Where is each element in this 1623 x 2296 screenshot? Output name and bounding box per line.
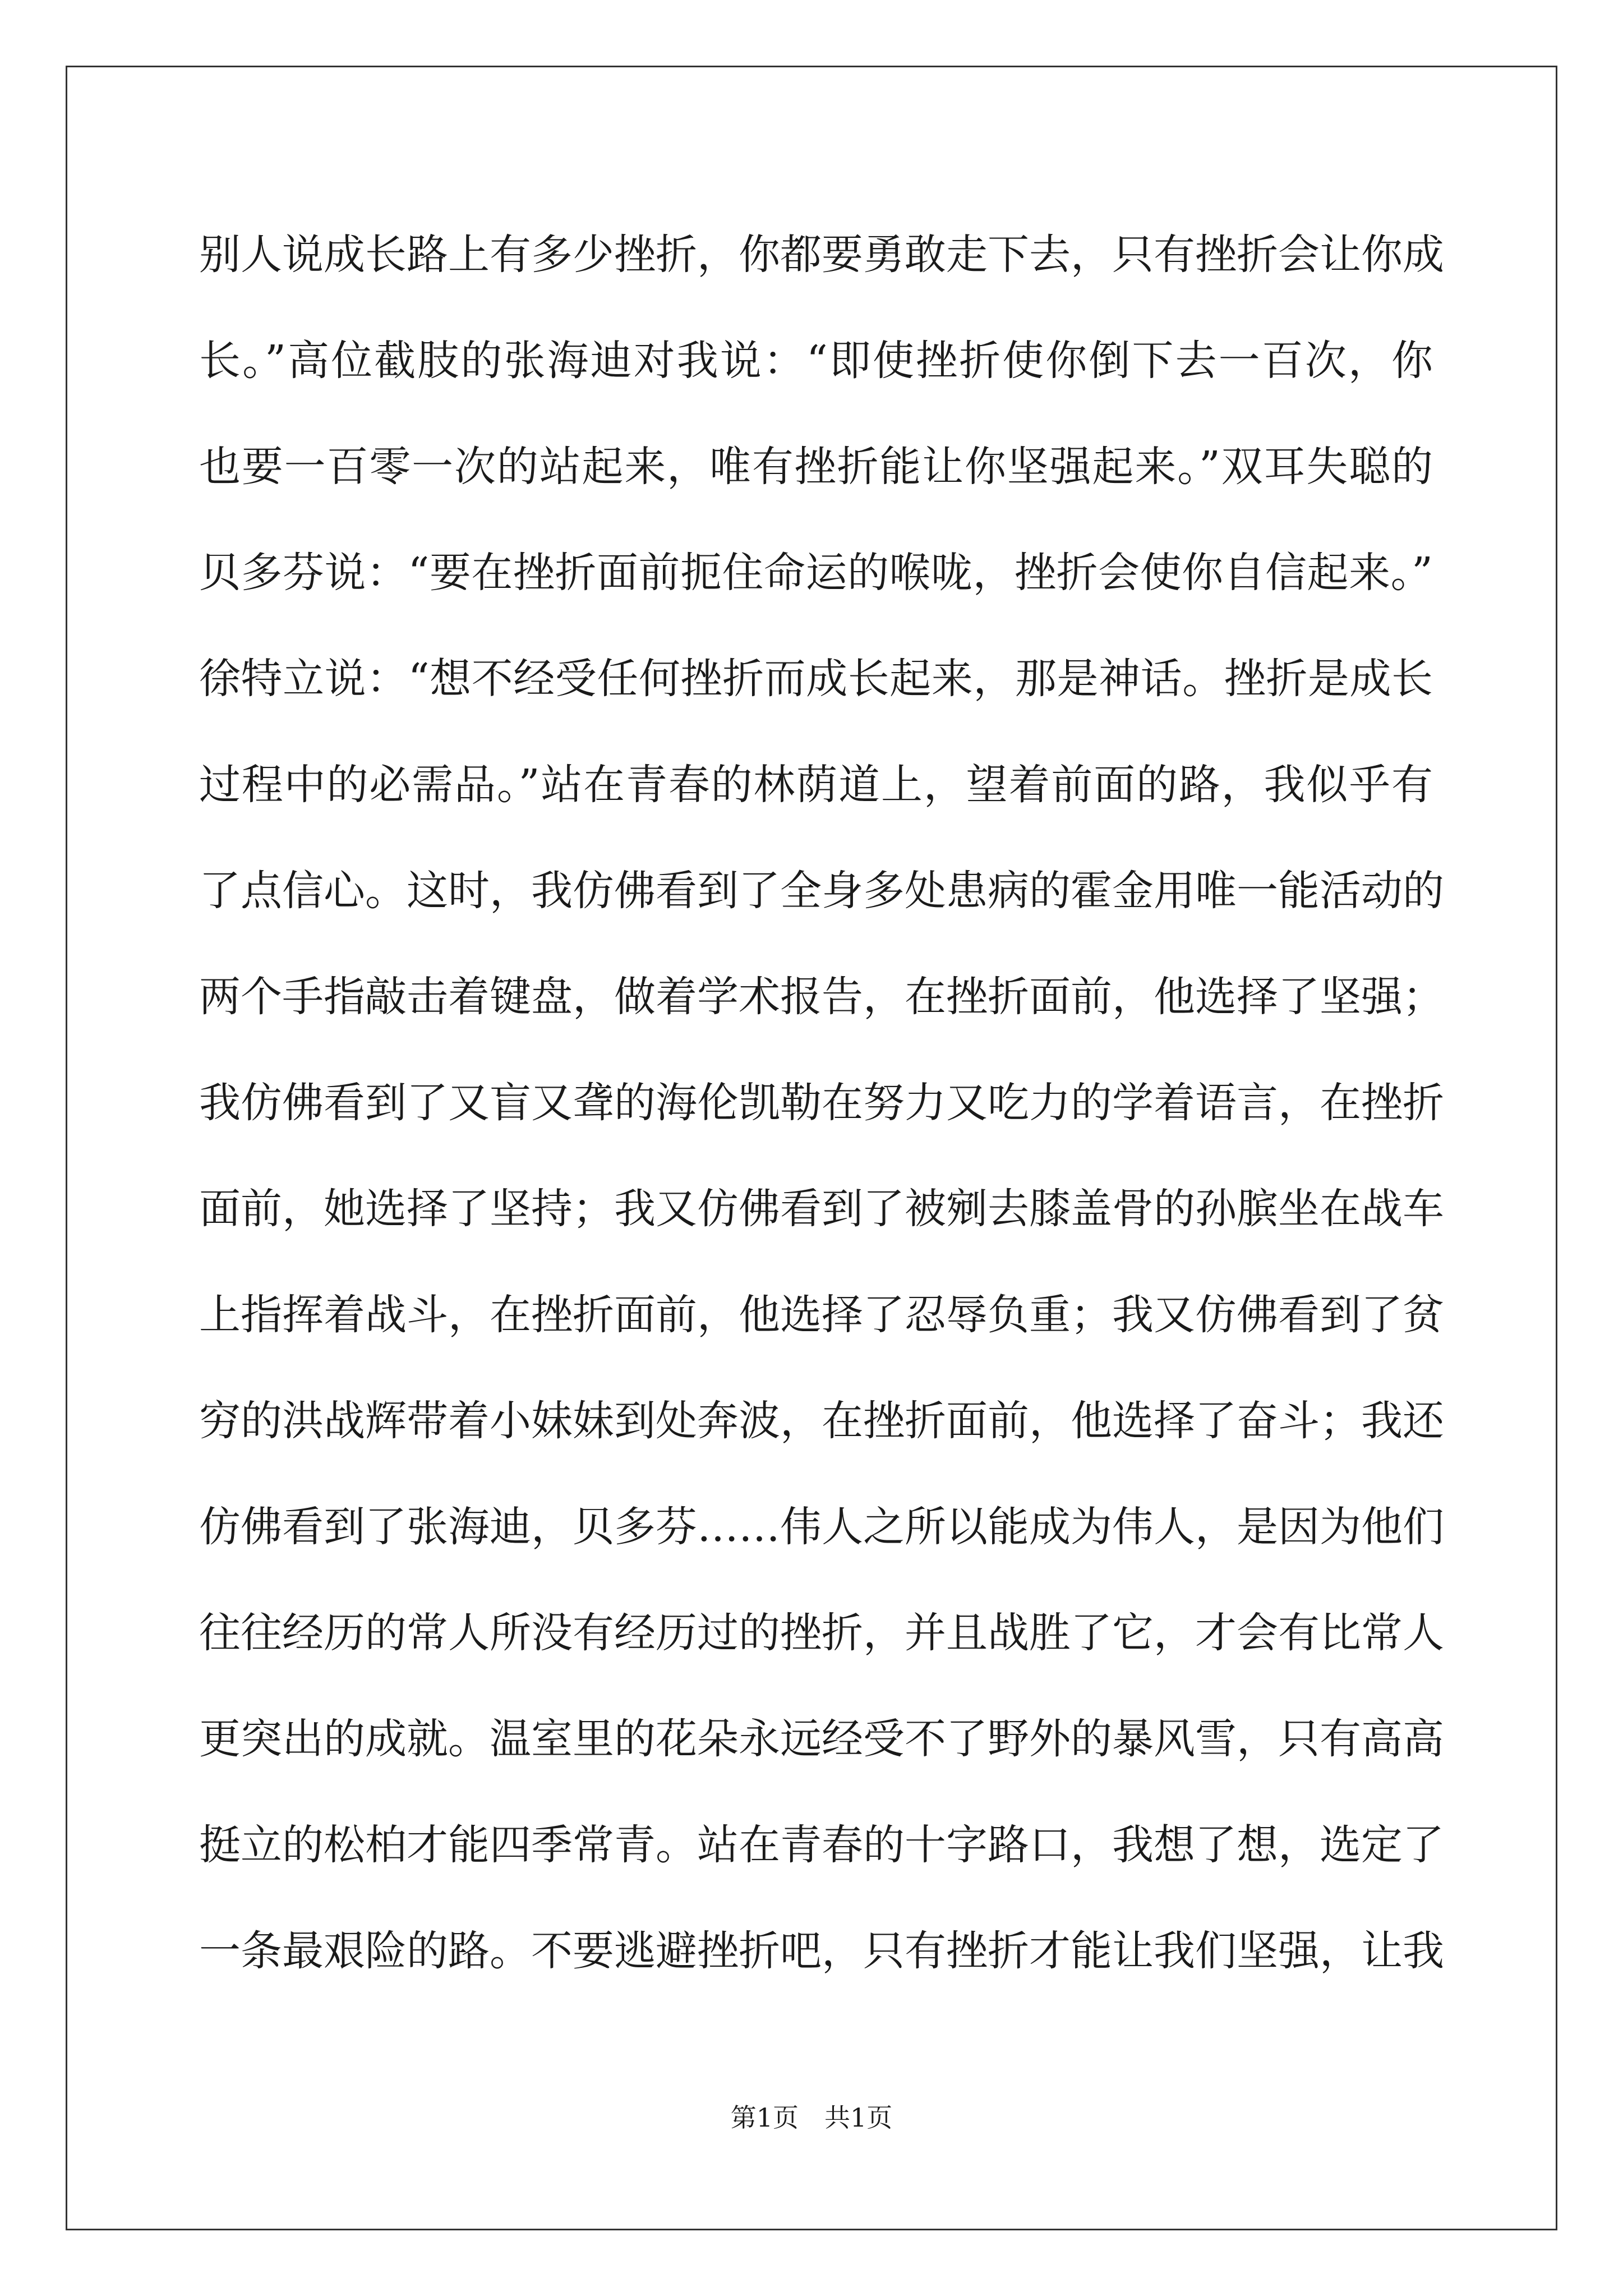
page-number-current: 第1页 (730, 2102, 799, 2133)
text-line: 我仿佛看到了又盲又聋的海伦凯勒在努力又吃力的学着语言，在挫折 (199, 1079, 1444, 1127)
text-line: 一条最艰险的路。不要逃避挫折吧，只有挫折才能让我们坚强，让我 (199, 1927, 1444, 1975)
text-line: 贝多芬说：“要在挫折面前扼住命运的喉咙，挫折会使你自信起来。” (199, 549, 1433, 597)
page-number-total: 共1页 (824, 2102, 893, 2133)
text-line: 往往经历的常人所没有经历过的挫折，并且战胜了它，才会有比常人 (199, 1609, 1444, 1657)
text-line: 上指挥着战斗，在挫折面前，他选择了忍辱负重；我又仿佛看到了贫 (199, 1291, 1444, 1339)
text-line: 更突出的成就。温室里的花朵永远经受不了野外的暴风雪，只有高高 (199, 1715, 1444, 1763)
page-footer (0, 2101, 1623, 2134)
text-line: 面前，她选择了坚持；我又仿佛看到了被剜去膝盖骨的孙膑坐在战车 (199, 1185, 1444, 1233)
text-line: 过程中的必需品。”站在青春的林荫道上，望着前面的路，我似乎有 (199, 761, 1433, 809)
text-line: 穷的洪战辉带着小妹妹到处奔波，在挫折面前，他选择了奋斗；我还 (199, 1397, 1444, 1445)
text-line: 长。”高位截肢的张海迪对我说：“即使挫折使你倒下去一百次，你 (199, 337, 1433, 385)
document-body (199, 202, 1444, 2004)
text-line: 也要一百零一次的站起来，唯有挫折能让你坚强起来。”双耳失聪的 (199, 443, 1433, 491)
text-line: 两个手指敲击着键盘，做着学术报告，在挫折面前，他选择了坚强； (199, 973, 1444, 1021)
text-line: 仿佛看到了张海迪，贝多芬……伟人之所以能成为伟人，是因为他们 (199, 1503, 1444, 1551)
text-line: 徐特立说：“想不经受任何挫折而成长起来，那是神话。挫折是成长 (199, 655, 1433, 703)
text-line: 了点信心。这时，我仿佛看到了全身多处患病的霍金用唯一能活动的 (199, 867, 1444, 915)
text-line: 挺立的松柏才能四季常青。站在青春的十字路口，我想了想，选定了 (199, 1821, 1444, 1869)
text-line: 别人说成长路上有多少挫折，你都要勇敢走下去，只有挫折会让你成 (199, 231, 1444, 279)
